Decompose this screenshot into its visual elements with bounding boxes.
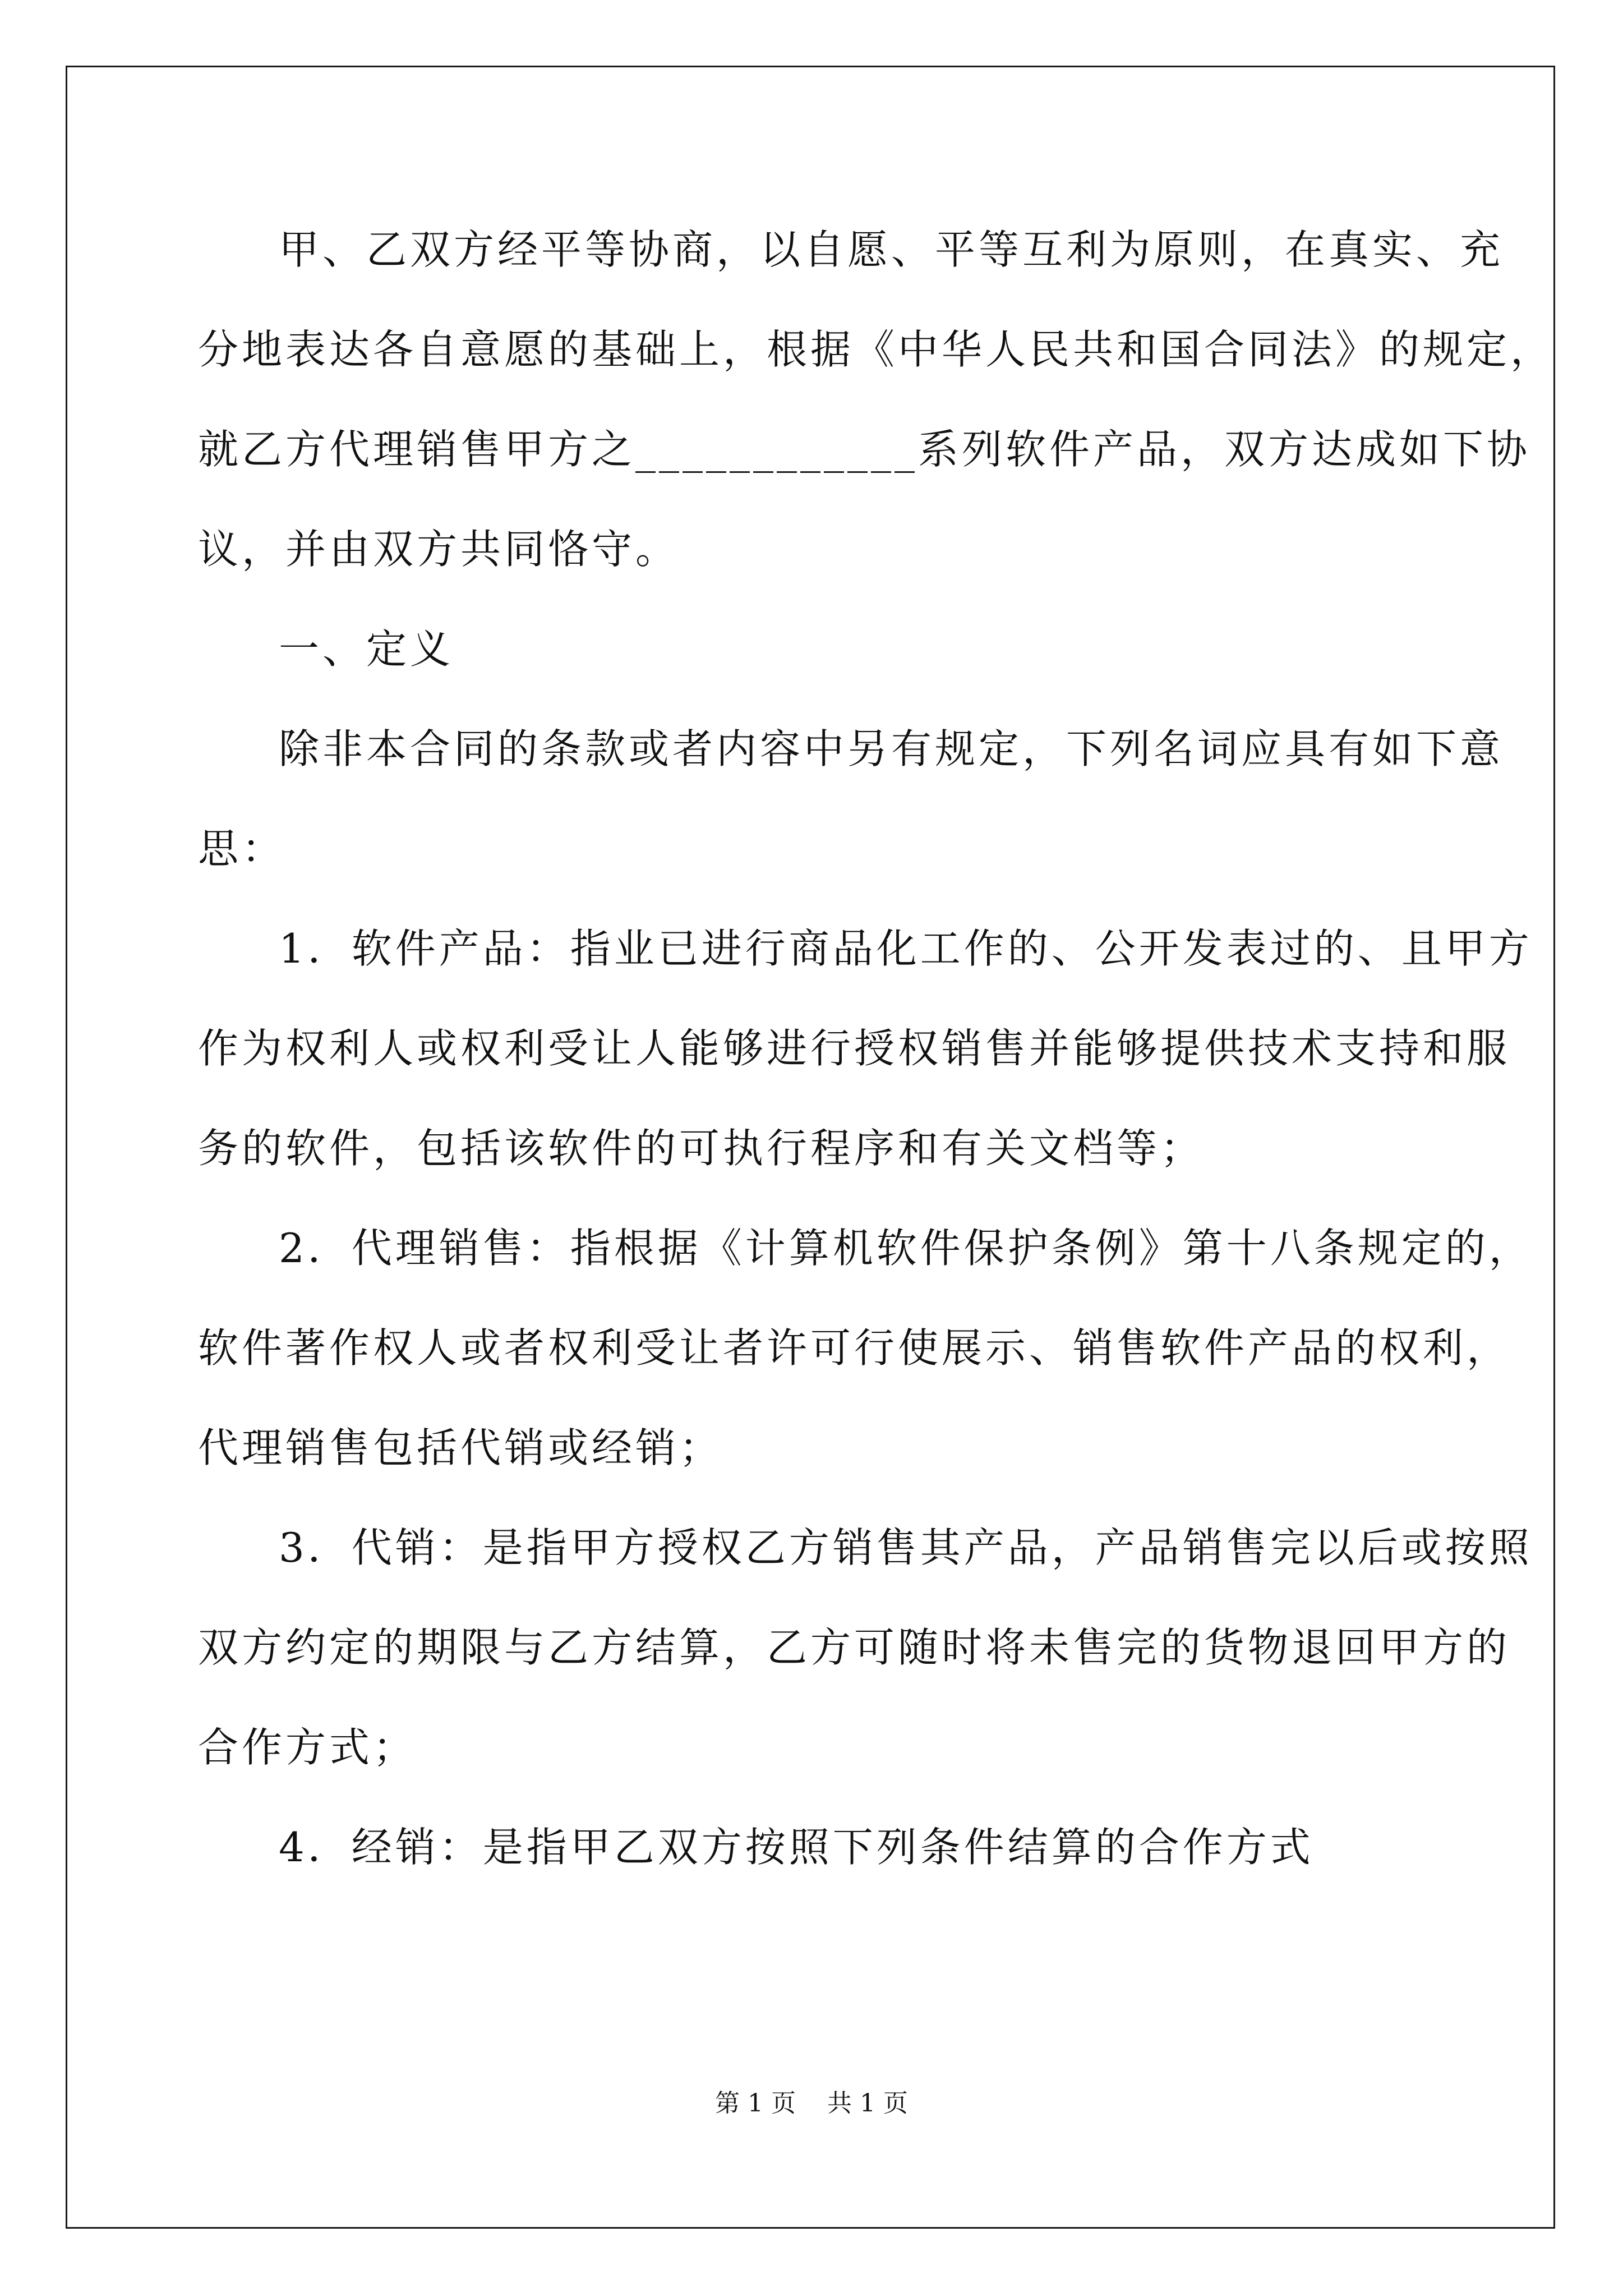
paragraph-line: 作为权利人或权利受让人能够进行授权销售并能够提供技术支持和服 [198, 1025, 1511, 1072]
paragraph-line: 双方约定的期限与乙方结算，乙方可随时将未售完的货物退回甲方的 [198, 1624, 1511, 1671]
paragraph-line: 3．代销：是指甲方授权乙方销售其产品，产品销售完以后或按照 [279, 1524, 1533, 1571]
paragraph-line: 思： [198, 825, 286, 872]
paragraph-line: 议，并由双方共同恪守。 [198, 526, 680, 573]
paragraph-line: 代理销售包括代销或经销； [198, 1424, 723, 1471]
paragraph-line: 2．代理销售：指根据《计算机软件保护条例》第十八条规定的， [279, 1225, 1533, 1272]
paragraph-line: 甲、乙双方经平等协商，以自愿、平等互利为原则，在真实、充 [279, 226, 1504, 273]
page-number-footer: 第 1 页 共 1 页 [715, 2089, 908, 2118]
paragraph-line: 就乙方代理销售甲方之____________系列软件产品，双方达成如下协 [198, 426, 1531, 473]
section-heading: 一、定义 [279, 625, 454, 673]
paragraph-line: 合作方式； [198, 1724, 417, 1771]
paragraph-line: 软件著作权人或者权利受让者许可行使展示、销售软件产品的权利， [198, 1324, 1511, 1372]
paragraph-line: 分地表达各自意愿的基础上，根据《中华人民共和国合同法》的规定， [198, 326, 1555, 373]
paragraph-line: 除非本合同的条款或者内容中另有规定，下列名词应具有如下意 [279, 725, 1504, 772]
paragraph-line: 1．软件产品：指业已进行商品化工作的、公开发表过的、且甲方 [279, 925, 1533, 972]
paragraph-line: 4．经销：是指甲乙双方按照下列条件结算的合作方式 [279, 1824, 1314, 1871]
paragraph-line: 务的软件，包括该软件的可执行程序和有关文档等； [198, 1125, 1205, 1172]
